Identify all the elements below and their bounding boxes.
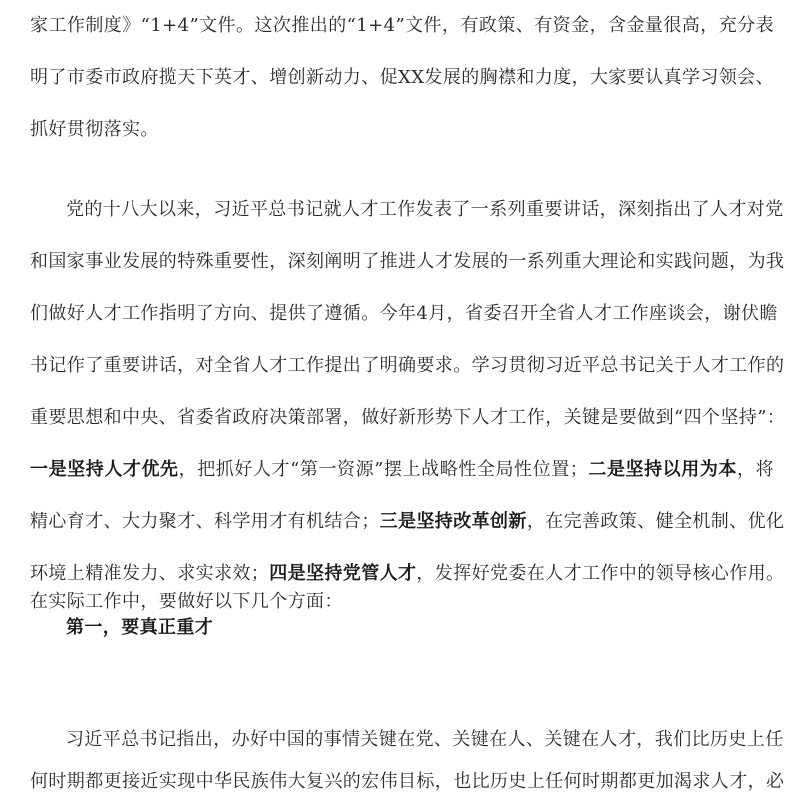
paragraph-2-line-5: 重要思想和中央、省委省政府决策部署，做好新形势下人才工作，关键是要做到“四个坚持”： [30, 407, 786, 428]
principle-4-bold: 四是坚持党管人才 [269, 563, 417, 584]
section-heading-1: 第一，要真正重才 [66, 617, 214, 638]
principle-2-text-end: 精心育才、大力聚才、科学用才有机结合； [30, 511, 380, 532]
paragraph-2-line-6 [30, 458, 774, 482]
paragraph-1-line-1: 家工作制度》“1+4”文件。这次推出的“1+4”文件，有政策、有资金，含金量很高，充分表 [30, 15, 774, 36]
paragraph-2-line-1: 党的十八大以来，习近平总书记就人才工作发表了一系列重要讲话，深刻指出了人才对党 [66, 199, 784, 220]
principle-2-text-start: ，将 [737, 459, 774, 480]
paragraph-2-line-9: 在实际工作中，要做好以下几个方面： [30, 591, 343, 612]
paragraph-3-line-1: 习近平总书记指出，办好中国的事情关键在党、关键在人、关键在人才，我们比历史上任 [66, 729, 784, 750]
principle-1-text: ，把抓好人才“第一资源”摆上战略性全局性位置； [178, 459, 589, 480]
principle-3-bold: 三是坚持改革创新 [379, 511, 527, 532]
principle-3-text-end: 环境上精准发力、求实求效； [30, 563, 270, 584]
principle-1-bold: 一是坚持人才优先 [30, 459, 179, 480]
principle-3-text: ，在完善政策、健全机制、优化 [526, 511, 785, 532]
paragraph-1-line-3: 抓好贯彻落实。 [30, 119, 159, 140]
paragraph-2-line-8 [30, 562, 785, 586]
paragraph-2-line-3: 们做好人才工作指明了方向、提供了遵循。今年4月，省委召开全省人才工作座谈会，谢伏瞻 [30, 303, 778, 324]
principle-2-bold: 二是坚持以用为本 [588, 459, 738, 480]
paragraph-2-line-7 [30, 510, 785, 534]
paragraph-2-line-4: 书记作了重要讲话，对全省人才工作提出了明确要求。学习贯彻习近平总书记关于人才工作的 [30, 355, 785, 376]
principle-4-text: ，发挥好党委在人才工作中的领导核心作用。 [416, 563, 785, 584]
paragraph-2-line-2: 和国家事业发展的特殊重要性，深刻阐明了推进人才发展的一系列重大理论和实践问题，为我 [30, 251, 785, 272]
paragraph-1-line-2: 明了市委市政府揽天下英才、增创新动力、促XX发展的胸襟和力度，大家要认真学习领会、 [30, 67, 775, 88]
paragraph-3-line-2: 何时期都更接近实现中华民族伟大复兴的宏伟目标，也比历史上任何时期都更加渴求人才，必 [30, 771, 785, 792]
